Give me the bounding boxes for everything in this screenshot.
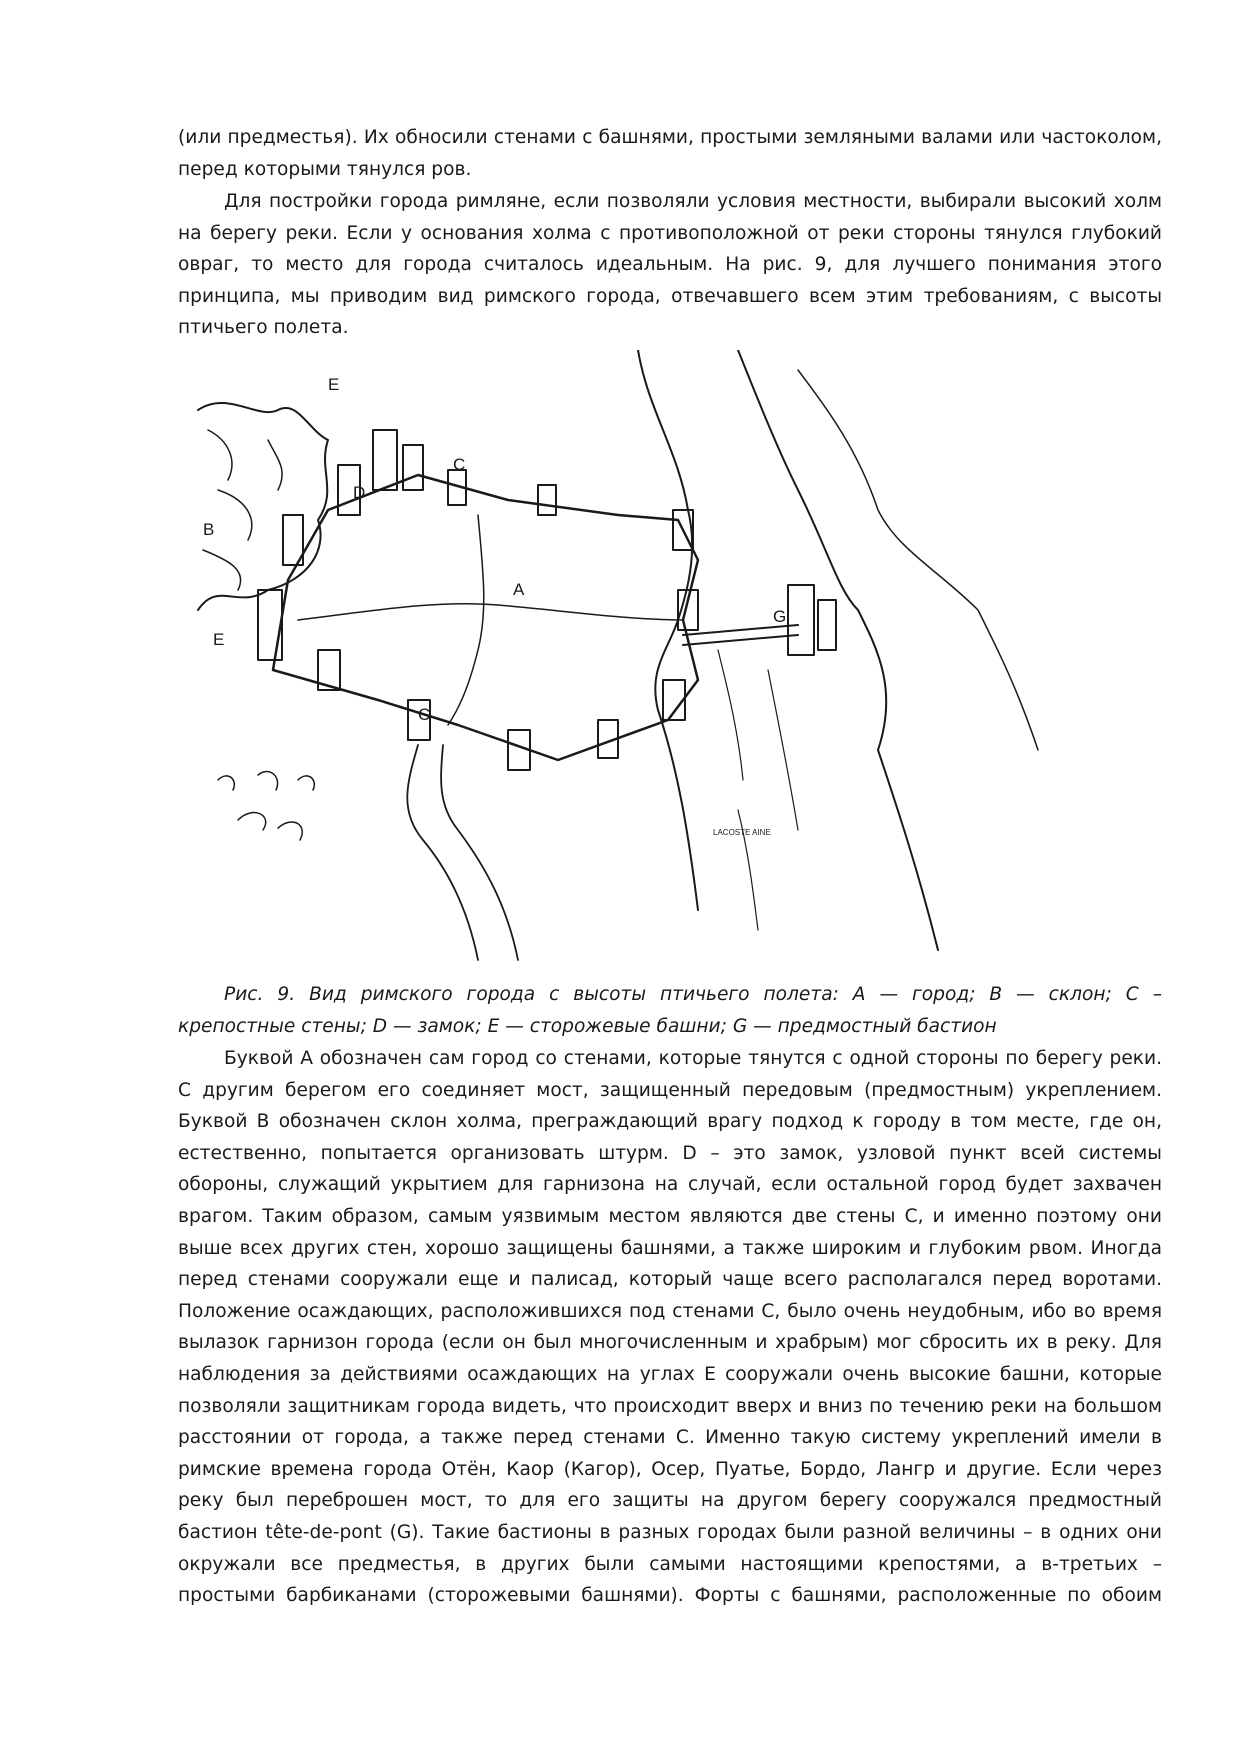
text-line: птичьего полета. xyxy=(178,317,349,339)
text-line: Буквой А обозначен сам город со стенами, которые тянутся с одной стороны по берегу реки. xyxy=(224,1048,1162,1069)
tower xyxy=(258,590,282,660)
bridge xyxy=(683,625,798,645)
label-a: A xyxy=(513,580,525,599)
river-current xyxy=(718,650,798,930)
label-e-left: E xyxy=(213,630,225,649)
text-line: принципа, мы приводим вид римского города, отвечавшего всем этим требованиям, с высоты xyxy=(178,285,1162,307)
text-line: естественно, попытается организовать штурм. D – это замок, узловой пункт всей системы xyxy=(178,1142,1162,1164)
far-bank xyxy=(798,370,1038,750)
text-line: врагом. Таким образом, самым уязвимым местом являются две стены С, и именно поэтому они xyxy=(178,1205,1162,1227)
tower xyxy=(538,485,556,515)
text-line: вылазок гарнизон города (если он был многочисленным и храбрым) мог сбросить их в реку. Для xyxy=(178,1332,1162,1354)
text-line: С другим берегом его соединяет мост, защищенный передовым (предмостным) укреплением. xyxy=(178,1079,1162,1101)
text-line: выше всех других стен, хорошо защищены башнями, а также широким и глубоким рвом. Иногда xyxy=(178,1237,1162,1259)
text-line: обороны, служащий укрытием для гарнизона на случай, если остальной город будет захвачен xyxy=(178,1174,1162,1196)
text-line: реку был переброшен мост, то для его защиты на другом берегу сооружался предмостный xyxy=(178,1490,1162,1512)
text-line: позволяли защитникам города видеть, что происходит вверх и вниз по течению реки на большом xyxy=(178,1395,1162,1417)
figure-roman-city xyxy=(178,350,1162,970)
river-bank-right xyxy=(738,350,938,950)
text-line: бастион tête-de-pont (G). Такие бастионы в разных городах были разной величины – в одних они xyxy=(178,1521,1162,1543)
text-line: простыми барбиканами (сторожевыми башнями). Форты с башнями, расположенные по обоим xyxy=(178,1585,1162,1607)
street-vertical xyxy=(448,515,484,725)
paragraph-continuation xyxy=(178,122,1162,185)
paragraph-city-site xyxy=(178,186,1162,344)
text-line: расстоянии от города, а также перед стенами С. Именно такую систему укреплений имели в xyxy=(178,1427,1162,1449)
text-line: римские времена города Отён, Каор (Кагор), Осер, Пуатье, Бордо, Лангр и другие. Если через xyxy=(178,1458,1162,1480)
bastion-tower xyxy=(818,600,836,650)
text-line: Положение осаждающих, расположившихся под стенами С, было очень неудобным, ибо во время xyxy=(178,1300,1162,1322)
text-line: Буквой В обозначен склон холма, преграждающий врагу подход к городу в том месте, где он, xyxy=(178,1111,1162,1133)
bastion-tower xyxy=(788,585,814,655)
hill-hatching xyxy=(203,430,282,590)
street-horizontal xyxy=(298,604,683,620)
tree-cluster xyxy=(218,771,314,840)
text-line: окружали все предместья, в других были самыми настоящими крепостями, а в-третьих – xyxy=(178,1553,1162,1575)
label-e-top: E xyxy=(328,375,340,394)
label-d: D xyxy=(353,483,366,502)
label-c-bottom: C xyxy=(418,705,431,724)
tower xyxy=(373,430,397,490)
text-line: овраг, то место для города считалось идеальным. На рис. 9, для лучшего понимания этого xyxy=(178,254,1162,276)
label-c-top: C xyxy=(453,455,466,474)
artist-signature: LACOSTE AINE xyxy=(713,828,771,837)
text-line: наблюдения за действиями осаждающих на углах Е сооружали очень высокие башни, которые xyxy=(178,1363,1162,1385)
text-line: перед которыми тянулся ров. xyxy=(178,158,472,180)
caption-line: крепостные стены; D — замок; Е — сторожевые башни; G — предмостный бастион xyxy=(178,1015,997,1037)
text-line: (или предместья). Их обносили стенами с башнями, простыми земляными валами или частоколом, xyxy=(178,127,1162,148)
caption-line: Рис. 9. Вид римского города с высоты птичьего полета: А — город; В — склон; С – xyxy=(224,984,1162,1005)
figure-caption xyxy=(178,979,1162,1042)
text-line: Для постройки города римляне, если позволяли условия местности, выбирали высокий холм xyxy=(224,191,1162,212)
tower xyxy=(403,445,423,490)
hill-contour xyxy=(198,403,328,610)
paragraph-explanation xyxy=(178,1043,1162,1612)
text-line: на берегу реки. Если у основания холма с противоположной от реки стороны тянулся глубокий xyxy=(178,222,1162,244)
label-b: B xyxy=(203,520,215,539)
road xyxy=(407,745,518,960)
label-g: G xyxy=(773,607,787,626)
text-line: перед стенами сооружали еще и палисад, который чаще всего располагался перед воротами. xyxy=(178,1269,1162,1291)
city-illustration xyxy=(178,350,1162,970)
